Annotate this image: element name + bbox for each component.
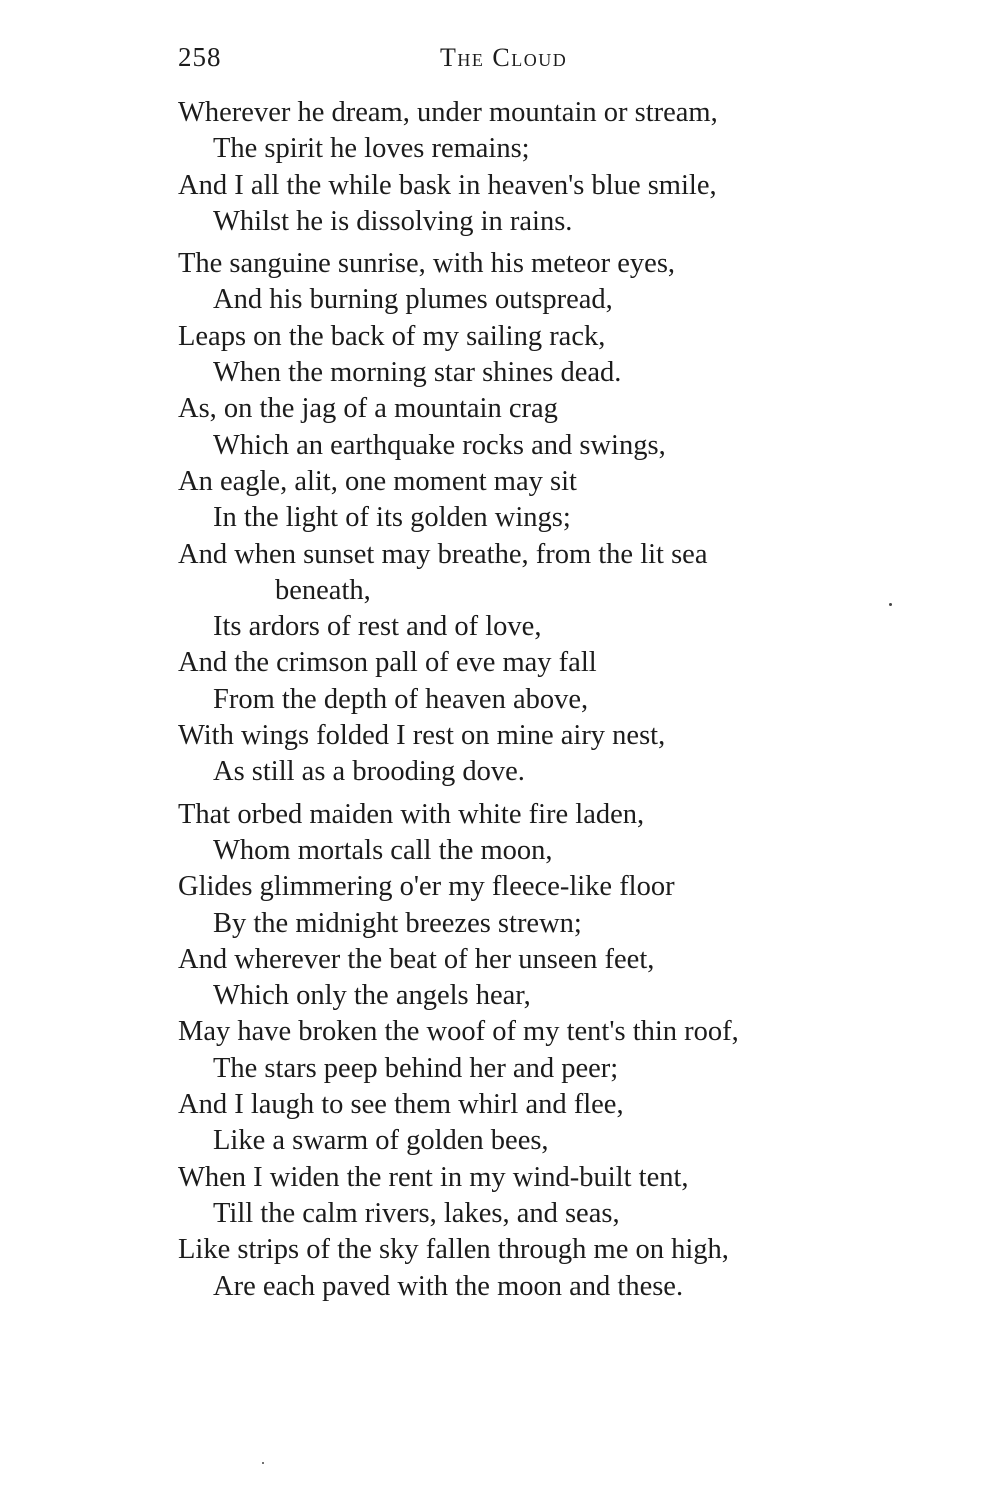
poem-line: Like strips of the sky fallen through me on high, bbox=[178, 1234, 729, 1266]
poem-line: The sanguine sunrise, with his meteor eyes, bbox=[178, 248, 676, 280]
poem-line-continuation: beneath, bbox=[275, 574, 371, 606]
scan-speck bbox=[889, 603, 892, 606]
poem-line: And wherever the beat of her unseen feet, bbox=[178, 943, 655, 975]
poem-line: That orbed maiden with white fire laden, bbox=[178, 798, 645, 830]
poem-line: Like a swarm of golden bees, bbox=[213, 1125, 549, 1157]
poem-line: Are each paved with the moon and these. bbox=[213, 1270, 684, 1302]
poem-line: Its ardors of rest and of love, bbox=[213, 611, 542, 643]
poem-line: May have broken the woof of my tent's thin roof, bbox=[178, 1016, 739, 1048]
poem-line: Till the calm rivers, lakes, and seas, bbox=[213, 1197, 620, 1229]
poem-line: Glides glimmering o'er my fleece-like floor bbox=[178, 871, 675, 903]
poem-line: By the midnight breezes strewn; bbox=[213, 907, 582, 939]
poem-line: When the morning star shines dead. bbox=[213, 357, 622, 389]
stanza bbox=[178, 95, 878, 240]
poem-line: Which an earthquake rocks and swings, bbox=[213, 429, 666, 461]
poem-line: Leaps on the back of my sailing rack, bbox=[178, 320, 606, 352]
poem-line: From the depth of heaven above, bbox=[213, 683, 589, 715]
poem-line: Whilst he is dissolving in rains. bbox=[213, 205, 573, 237]
poem-line: When I widen the rent in my wind-built tent, bbox=[178, 1161, 689, 1193]
poem-line: In the light of its golden wings; bbox=[213, 502, 571, 534]
stanza bbox=[178, 797, 878, 1305]
poem-line: An eagle, alit, one moment may sit bbox=[178, 465, 577, 497]
poem-line: Wherever he dream, under mountain or stream, bbox=[178, 97, 718, 128]
poem-line: Whom mortals call the moon, bbox=[213, 834, 553, 866]
poem-line: And his burning plumes outspread, bbox=[213, 284, 613, 316]
scan-speck bbox=[262, 1462, 264, 1464]
page-number: 258 bbox=[178, 42, 222, 72]
poem-line: And I all the while bask in heaven's blue smile, bbox=[178, 169, 717, 201]
poem-line: With wings folded I rest on mine airy nest, bbox=[178, 720, 666, 752]
running-title: The Cloud bbox=[440, 43, 568, 72]
stanza bbox=[178, 246, 878, 790]
poem-line: As, on the jag of a mountain crag bbox=[178, 393, 558, 425]
poem-line: As still as a brooding dove. bbox=[213, 756, 525, 788]
poem-line: The spirit he loves remains; bbox=[213, 133, 530, 165]
poem-text bbox=[178, 95, 878, 1311]
running-head bbox=[178, 42, 858, 82]
poem-line: And the crimson pall of eve may fall bbox=[178, 647, 597, 679]
poem-line: Which only the angels hear, bbox=[213, 980, 531, 1012]
poem-line: The stars peep behind her and peer; bbox=[213, 1052, 619, 1084]
poem-line: And I laugh to see them whirl and flee, bbox=[178, 1089, 624, 1121]
poem-line: And when sunset may breathe, from the lit sea bbox=[178, 538, 708, 570]
